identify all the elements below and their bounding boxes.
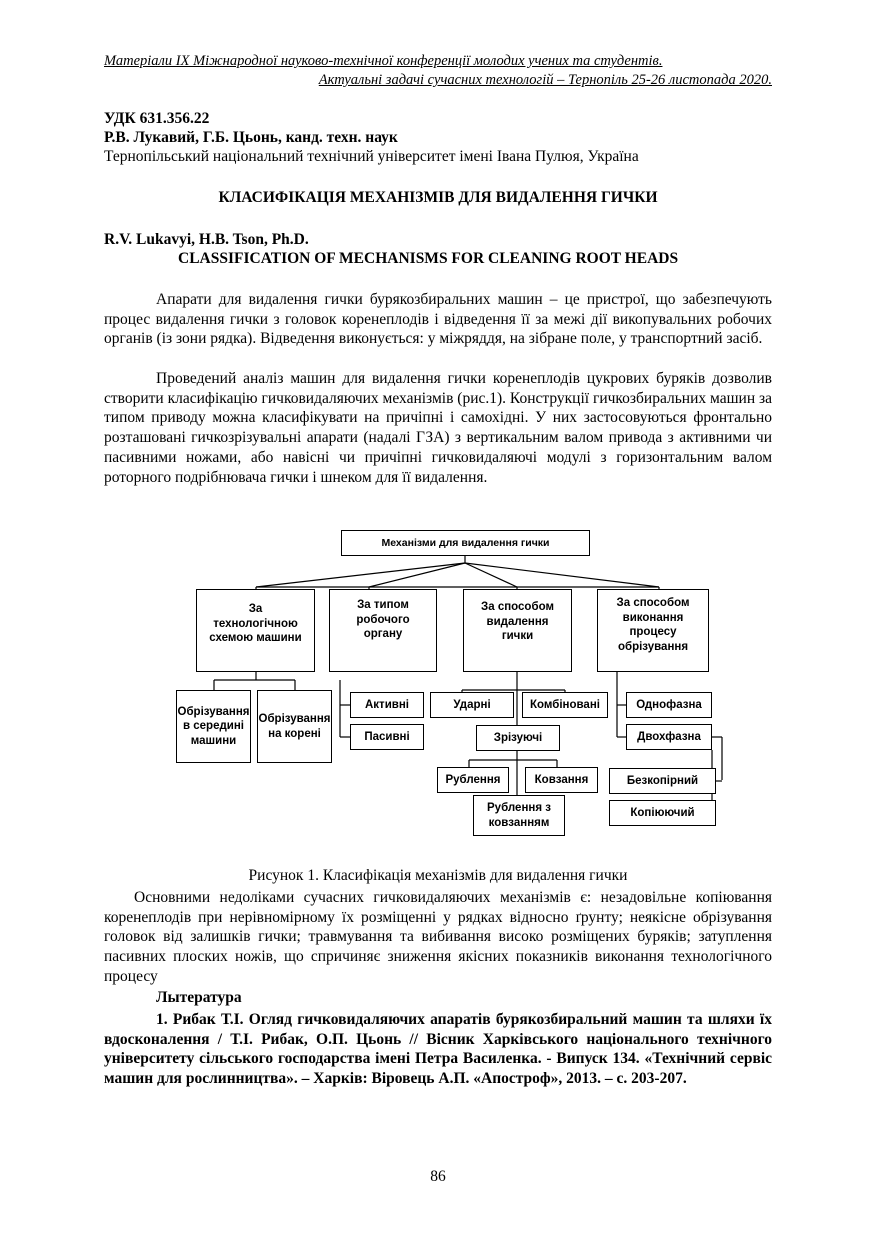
figure-caption: Рисунок 1. Класифікація механізмів для видалення гички <box>248 867 628 884</box>
diagram-active: Активні <box>350 692 424 718</box>
authors-ua: Р.В. Лукавий, Г.Б. Цьонь, канд. техн. наук <box>104 129 398 146</box>
diagram-non-copying: Безкопірний <box>609 768 716 794</box>
paragraph-3: Основними недоліками сучасних гичковидаляючих механізмів є: незадовільне копіювання коренеплодів при нерівномірному їх розміщенні у рядках відносно ґрунту; неякісне обрізування головок від залишків гички; травмування та вибивання високо розміщених буряків; затуплення пасивних плоских ножів, що спричиняє зниження якісних показників виконання технологічного процесу <box>104 889 772 985</box>
paper-title-en: CLASSIFICATION OF MECHANISMS FOR CLEANING ROOT HEADS <box>178 250 679 267</box>
diagram-single-phase: Однофазна <box>626 692 712 718</box>
diagram-cutting-on-root: Обрізування на корені <box>257 690 332 763</box>
diagram-cutting-inside-machine: Обрізування в середині машини <box>176 690 251 763</box>
diagram-category-removal-method: За способом видалення гички <box>463 589 572 672</box>
affiliation: Тернопільський національний технічний університет імені Івана Пулюя, Україна <box>104 148 639 165</box>
paper-title-ua: КЛАСИФІКАЦІЯ МЕХАНІЗМІВ ДЛЯ ВИДАЛЕННЯ ГИЧКИ <box>218 189 658 206</box>
diagram-chopping-with-sliding: Рублення з ковзанням <box>473 795 565 836</box>
diagram-passive: Пасивні <box>350 724 424 750</box>
diagram-category-technological-scheme: За технологічною схемою машини <box>196 589 315 672</box>
diagram-cutting: Зрізуючі <box>476 725 560 751</box>
conference-header-line1: Матеріали IX Міжнародної науково-технічної конференції молодих учених та студентів. <box>104 53 663 69</box>
conference-header-line2: Актуальні задачі сучасних технологій – Тернопіль 25-26 листопада 2020. <box>318 72 772 88</box>
diagram-combined: Комбіновані <box>522 692 608 718</box>
diagram-copying: Копіюючий <box>609 800 716 826</box>
udk-code: УДК 631.356.22 <box>104 110 210 127</box>
diagram-two-phase: Двохфазна <box>626 724 712 750</box>
reference-1: 1. Рибак Т.І. Огляд гичковидаляючих апаратів бурякозбиральний машин та шляхи їх вдосконалення / Т.І. Рибак, О.П. Цьонь // Вісник Харківського національного технічного університету сільського господарства імені Петра Василенка. - Випуск 134. «Технічний сервіс машин для рослинництва». – Харків: Віровець А.П. «Апостроф», 2013. – с. 203-207. <box>104 1011 772 1088</box>
references-heading: Лытература <box>156 989 242 1006</box>
diagram-sliding: Ковзання <box>525 767 598 793</box>
page-number: 86 <box>430 1168 446 1185</box>
diagram-category-working-organ: За типом робочого органу <box>329 589 437 672</box>
paragraph-2: Проведений аналіз машин для видалення гички коренеплодів цукрових буряків дозволив створити класифікацію гичковидаляючих механізмів (рис.1). Конструкції гичкозбиральних машин за типом приводу можна класифікувати на причіпні і самохідні. У них застосовуються фронтально розташовані гичкозрізувальні апарати (надалі ГЗА) з вертикальним валом привода з активними чи пасивними ножами, або навісні чи причіпні гичковидаляючі модулі з горизонтальним валом роторного подрібнювача гички і шнеком для її видалення. <box>104 370 772 486</box>
diagram-root-box: Механізми для видалення гички <box>341 530 590 556</box>
diagram-chopping: Рублення <box>437 767 509 793</box>
paragraph-1: Апарати для видалення гички бурякозбиральних машин – це пристрої, що забезпечують процес видалення гички з головок коренеплодів і відведення її за межі дії викопувальних робочих органів (із зони рядка). Відведення виконується: у міжряддя, на зібране поле, у транспортний засіб. <box>104 291 772 348</box>
diagram-impact: Ударні <box>430 692 514 718</box>
diagram-category-cutting-process: За способом виконання процесу обрізування <box>597 589 709 672</box>
authors-en: R.V. Lukavyi, H.B. Tson, Ph.D. <box>104 231 309 248</box>
